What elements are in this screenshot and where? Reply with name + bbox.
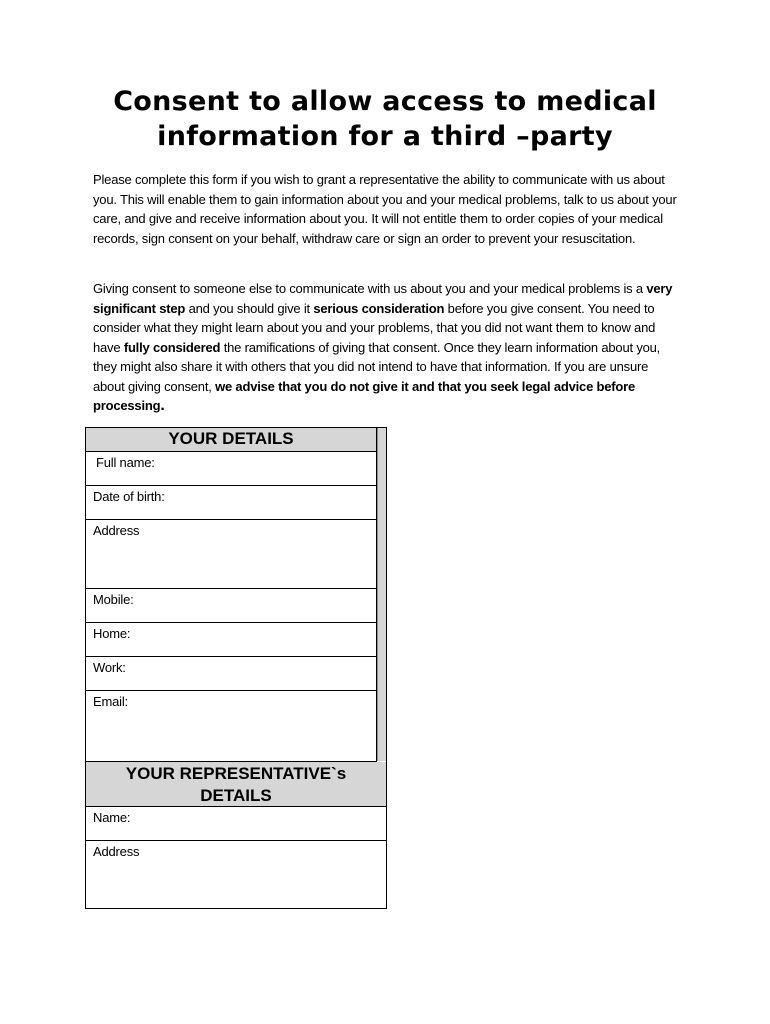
p2-bold-significant-step: very significant step (93, 281, 673, 316)
p2-bold-serious-consideration: serious consideration (313, 300, 445, 316)
your-details-heading: YOUR DETAILS (86, 428, 376, 452)
email-label: Email: (93, 694, 128, 709)
p2-bold-legal-advice: we advise that you do not give it and that you seek legal advice before processing (93, 378, 636, 413)
rep-name-label: Name: (93, 810, 131, 825)
rep-heading-line-1: YOUR REPRESENTATIVE`s (125, 764, 347, 783)
rep-address-field[interactable] (86, 841, 386, 908)
p2-text-e: before you give consent. You need to consider what they might learn about you and your problems, that you did not want them to know and have (93, 300, 656, 355)
full-name-label: Full name: (96, 455, 155, 470)
address-label: Address (93, 523, 140, 538)
rep-heading-line-2: DETAILS (200, 786, 272, 805)
dob-field[interactable] (86, 486, 376, 520)
dob-label: Date of birth: (93, 489, 165, 504)
representative-section (86, 762, 386, 908)
mobile-label: Mobile: (93, 592, 134, 607)
page-title (60, 84, 710, 154)
representative-heading (86, 762, 386, 807)
full-name-field[interactable] (86, 452, 376, 486)
p2-text-g: the ramifications of giving that consent. Once they learn information about you, they might also share it with others that you did not intend to have that information. If you are unsure about giving consent, (93, 339, 661, 394)
work-label: Work: (93, 660, 126, 675)
rep-address-label: Address (93, 844, 140, 859)
p2-period: . (160, 397, 165, 414)
your-details-section (86, 428, 377, 762)
work-phone-field[interactable] (86, 657, 376, 691)
p2-bold-fully-considered: fully considered (123, 339, 221, 355)
p2-text-c: and you should give it (185, 300, 314, 316)
intro-paragraph-1: Please complete this form if you wish to grant a representative the ability to communicate with us about you. This will enable them to gain information about you and your medical problems, talk to us about your care, and give and receive information about you. It will not entitle them to order copies of your medical records, sign consent on your behalf, withdraw care or sign an order to prevent your resuscitation. (93, 172, 677, 246)
email-field[interactable] (86, 691, 376, 762)
p2-text-a: Giving consent to someone else to communicate with us about you and your medical problems is a (93, 281, 647, 296)
title-line-1: Consent to allow access to medical (113, 86, 657, 117)
title-line-2: information for a third –party (157, 121, 613, 152)
rep-name-field[interactable] (86, 807, 386, 841)
home-label: Home: (93, 626, 131, 641)
details-form (85, 427, 387, 909)
home-phone-field[interactable] (86, 623, 376, 657)
intro-paragraph-2 (93, 279, 683, 416)
mobile-field[interactable] (86, 589, 376, 623)
address-field[interactable] (86, 520, 376, 589)
